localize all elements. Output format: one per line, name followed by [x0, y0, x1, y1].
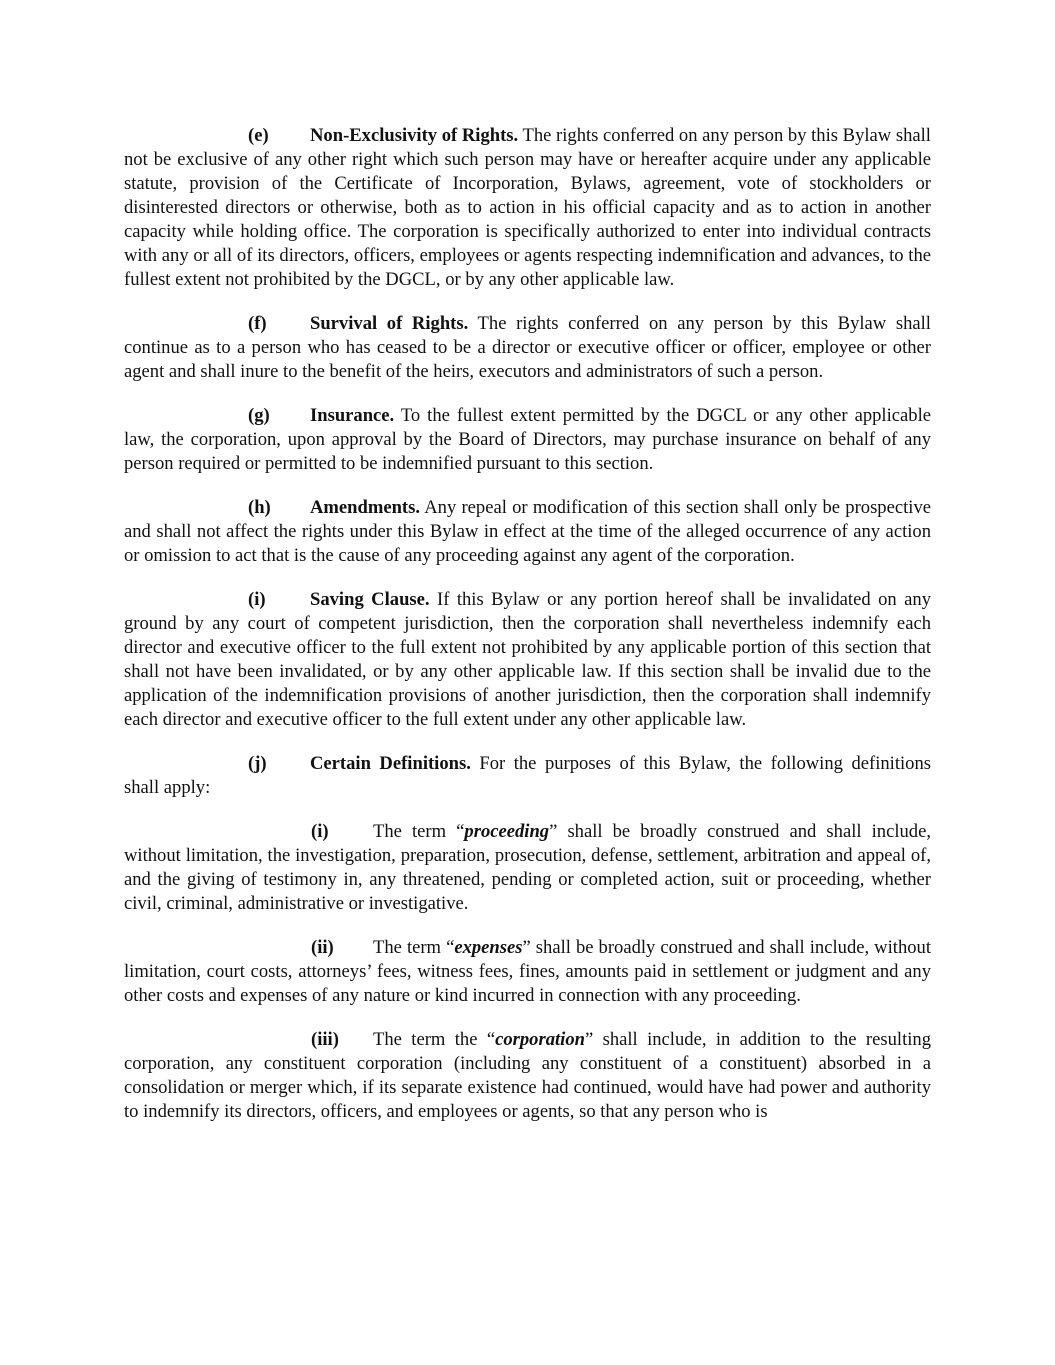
- definition-marker: (ii): [311, 937, 334, 958]
- definition-term: expenses: [454, 937, 523, 958]
- section-heading: Survival of Rights.: [310, 313, 469, 334]
- definition-marker: (iii): [311, 1029, 339, 1050]
- definition-term: proceeding: [464, 821, 550, 842]
- section-heading: Amendments.: [310, 497, 421, 518]
- document-page: [124, 124, 931, 1144]
- definition-corporation: [124, 1028, 931, 1124]
- section-g: [124, 404, 931, 476]
- section-text: If this Bylaw or any portion hereof shall be invalidated on any ground by any court of competent jurisdiction, then the corporation shall nevertheless indemnify each director and executive officer to the full extent not prohibited by any applicable portion of this section that shall not have been invalidated, or by any other applicable law. If this section shall be invalid due to the application of the indemnification provisions of another jurisdiction, then the corporation shall indemnify each director and executive officer to the full extent under any other applicable law.: [124, 589, 931, 730]
- section-heading: Saving Clause.: [310, 589, 430, 610]
- section-heading: Certain Definitions.: [310, 753, 471, 774]
- definition-text: ” shall be broadly construed and shall include, without limitation, the investigation, preparation, prosecution, defense, settlement, arbitration and appeal of, and the giving of testimony in, any threatened, pending or completed action, suit or proceeding, whether civil, criminal, administrative or investigative.: [124, 821, 932, 914]
- section-text: For the purposes of this Bylaw, the following definitions shall apply:: [124, 753, 931, 798]
- section-text: The rights conferred on any person by this Bylaw shall continue as to a person who has ceased to be a director or executive officer or officer, employee or other agent and shall inure to the benefit of the heirs, executors and administrators of such a person.: [124, 313, 931, 382]
- section-text: To the fullest extent permitted by the DGCL or any other applicable law, the corporation, upon approval by the Board of Directors, may purchase insurance on behalf of any person required or permitted to be indemnified pursuant to this section.: [124, 405, 931, 474]
- section-marker: (f): [248, 313, 267, 334]
- section-text: Any repeal or modification of this section shall only be prospective and shall not affect the rights under this Bylaw in effect at the time of the alleged occurrence of any action or omission to act that is the cause of any proceeding against any agent of the corporation.: [124, 497, 931, 566]
- section-marker: (h): [248, 497, 271, 518]
- section-e: [124, 124, 931, 292]
- section-marker: (i): [248, 589, 266, 610]
- section-j: [124, 752, 931, 800]
- definition-text: ” shall be broadly construed and shall include, without limitation, court costs, attorneys’ fees, witness fees, fines, amounts paid in settlement or judgment and any other costs and expenses of any nature or kind incurred in connection with any proceeding.: [124, 937, 931, 1006]
- section-h: [124, 496, 931, 568]
- section-i: [124, 588, 931, 732]
- definition-prefix: The term “: [373, 937, 455, 958]
- definition-term: corporation: [495, 1029, 585, 1050]
- section-text: The rights conferred on any person by this Bylaw shall not be exclusive of any other right which such person may have or hereafter acquire under any applicable statute, provision of the Certificate of Incorporation, Bylaws, agreement, vote of stockholders or disinterested directors or otherwise, both as to action in his official capacity and as to action in another capacity while holding office. The corporation is specifically authorized to enter into individual contracts with any or all of its directors, officers, employees or agents respecting indemnification and advances, to the fullest extent not prohibited by the DGCL, or by any other applicable law.: [124, 125, 931, 290]
- definition-proceeding: [124, 820, 931, 916]
- definition-expenses: [124, 936, 931, 1008]
- definition-prefix: The term the “: [373, 1029, 496, 1050]
- section-f: [124, 312, 931, 384]
- definition-prefix: The term “: [373, 821, 465, 842]
- section-marker: (g): [248, 405, 270, 426]
- definition-marker: (i): [311, 821, 329, 842]
- definition-text: ” shall include, in addition to the resulting corporation, any constituent corporation (including any constituent of a constituent) absorbed in a consolidation or merger which, if its separate existence had continued, would have had power and authority to indemnify its directors, officers, and employees or agents, so that any person who is: [124, 1029, 931, 1122]
- section-marker: (e): [248, 125, 269, 146]
- section-heading: Insurance.: [310, 405, 395, 426]
- section-marker: (j): [248, 753, 267, 774]
- section-heading: Non-Exclusivity of Rights.: [310, 125, 519, 146]
